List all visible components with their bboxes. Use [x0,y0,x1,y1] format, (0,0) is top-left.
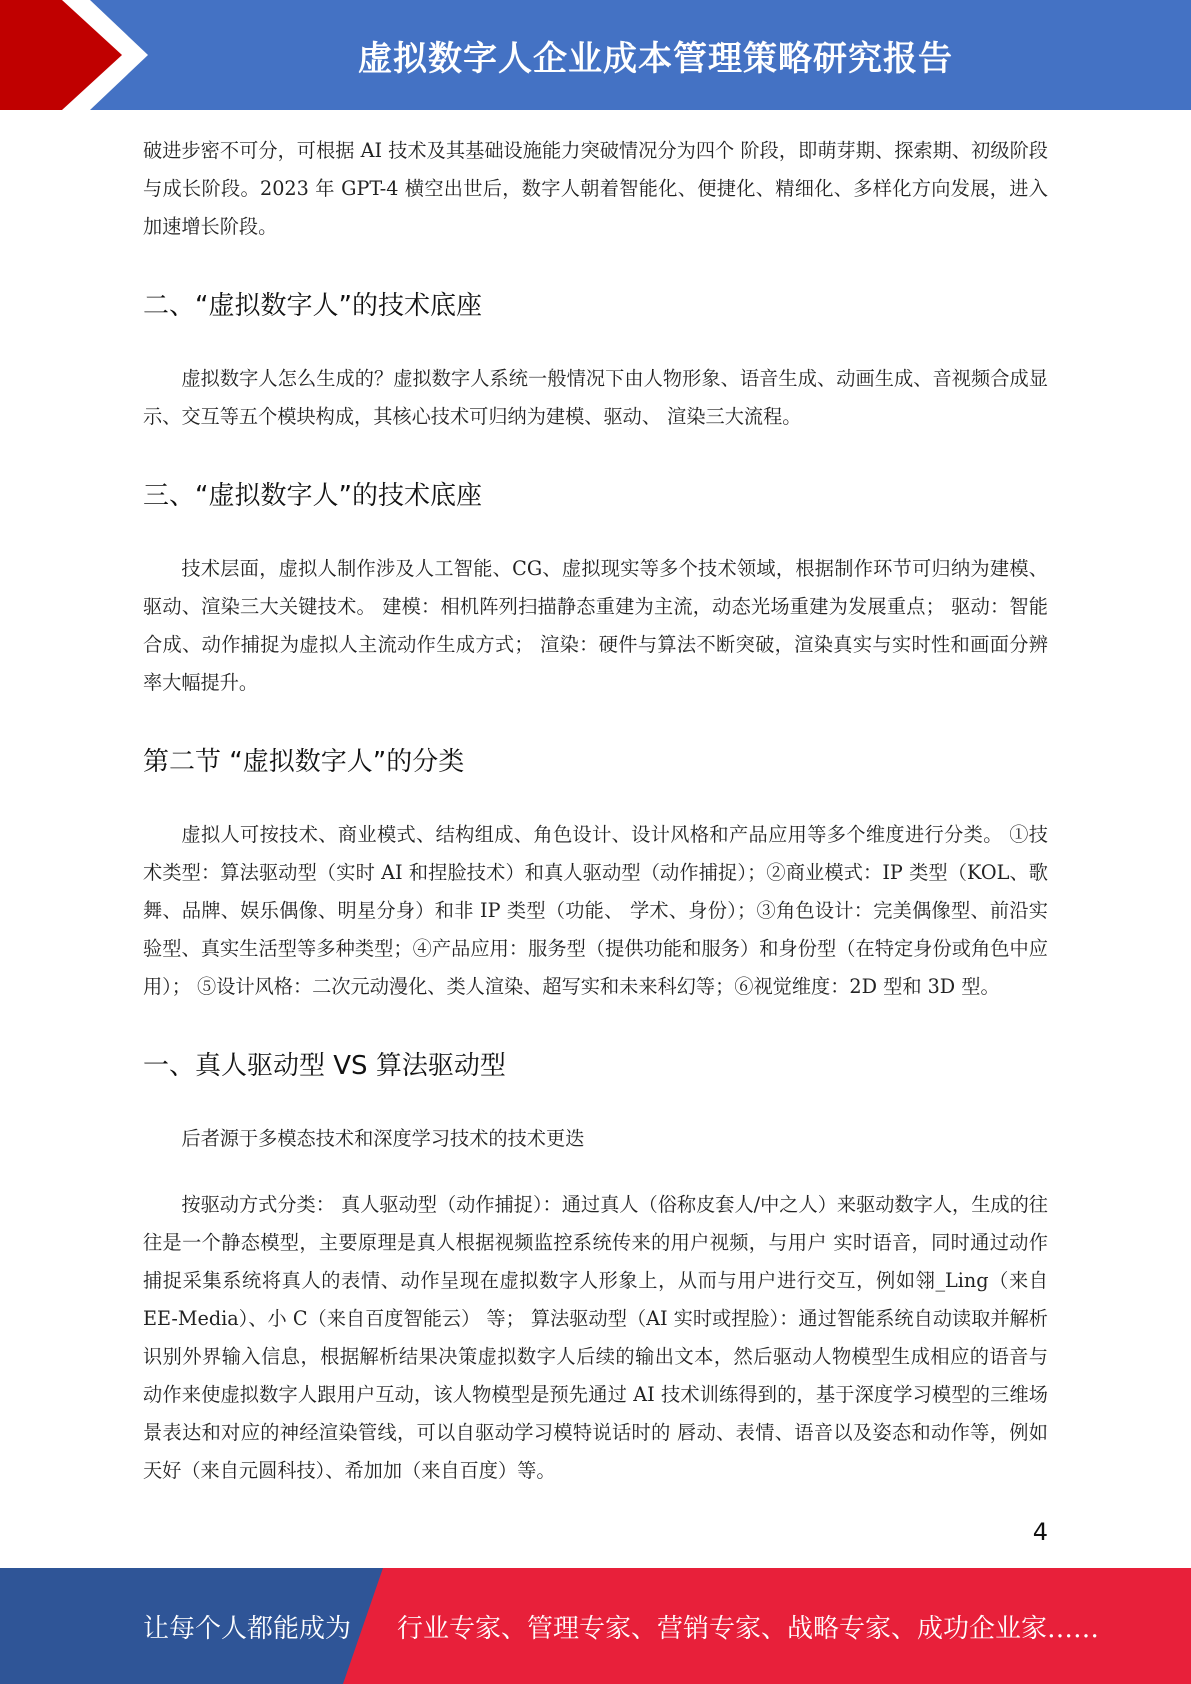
page-number: 4 [1032,1518,1048,1546]
section-heading-tech-base-2: 二、“虚拟数字人”的技术底座 [143,291,482,321]
intro-paragraph: 破进步密不可分，可根据 AI 技术及其基础设施能力突破情况分为四个 阶段，即萌芽期、探索期、初级阶段与成长阶段。2023 年 GPT-4 横空出世后，数字人朝着智能化、便捷化、精细化、多样化方向发展，进入加速增长阶段。 [143,139,1048,238]
paragraph-drive-methods: 按驱动方式分类： 真人驱动型（动作捕捉）：通过真人（俗称皮套人/中之人）来驱动数字人，生成的往往是一个静态模型，主要原理是真人根据视频监控系统传来的用户视频，与用户 实时语音，同时通过动作捕捉采集系统将真人的表情、动作呈现在虚拟数字人形象上，从而与用户进行交互，例如翎_Ling（来自 EE-Media）、小 C（来自百度智能云） 等； 算法驱动型（AI 实时或捏脸）：通过智能系统自动读取并解析识别外界输入信息，根据解析结果决策虚拟数字人后续的输出文本，然后驱动人物模型生成相应的语音与 动作来使虚拟数字人跟用户互动，该人物模型是预先通过 AI 技术训练得到的，基于深度学习模型的三维场景表达和对应的神经渲染管线，可以自驱动学习模特说话时的 唇动、表情、语音以及姿态和动作等，例如天好（来自元圆科技）、希加加（来自百度）等。 [143,1193,1048,1482]
paragraph-classification: 虚拟人可按技术、商业模式、结构组成、角色设计、设计风格和产品应用等多个维度进行分类。 ①技术类型：算法驱动型（实时 AI 和捏脸技术）和真人驱动型（动作捕捉）；②商业模式：IP 类型（KOL、歌舞、品牌、娱乐偶像、明星分身）和非 IP 类型（功能、 学术、身份）；③角色设计：完美偶像型、前沿实验型、真实生活型等多种类型；④产品应用：服务型（提供功能和服务）和身份型（在特定身份或角色中应用）； ⑤设计风格：二次元动漫化、类人渲染、超写实和未来科幻等；⑥视觉维度：2D 型和 3D 型。 [143,823,1048,998]
document-body [143,132,1048,1490]
footer-slogan-left: 让每个人都能成为 [143,1613,352,1644]
section-heading-drive-types: 一、真人驱动型 VS 算法驱动型 [143,1051,506,1081]
paragraph-drive-intro: 后者源于多模态技术和深度学习技术的技术更迭 [181,1127,585,1150]
paragraph-generation: 虚拟数字人怎么生成的？虚拟数字人系统一般情况下由人物形象、语音生成、动画生成、音视频合成显示、交互等五个模块构成，其核心技术可归纳为建模、驱动、 渲染三大流程。 [143,367,1048,428]
page-header-banner [0,0,1191,110]
paragraph-tech-layer: 技术层面，虚拟人制作涉及人工智能、CG、虚拟现实等多个技术领域，根据制作环节可归纳为建模、驱动、渲染三大关键技术。 建模：相机阵列扫描静态重建为主流，动态光场重建为发展重点； 驱动：智能合成、动作捕捉为虚拟人主流动作生成方式； 渲染：硬件与算法不断突破，渲染真实与实时性和画面分辨率大幅提升。 [143,557,1048,694]
section-heading-classification: 第二节 “虚拟数字人”的分类 [143,747,465,777]
page-footer-banner [0,1568,1191,1684]
footer-slogan-right: 行业专家、管理专家、营销专家、战略专家、成功企业家…… [397,1613,1100,1644]
document-title: 虚拟数字人企业成本管理策略研究报告 [358,38,953,79]
section-heading-tech-base-3: 三、“虚拟数字人”的技术底座 [143,481,482,511]
